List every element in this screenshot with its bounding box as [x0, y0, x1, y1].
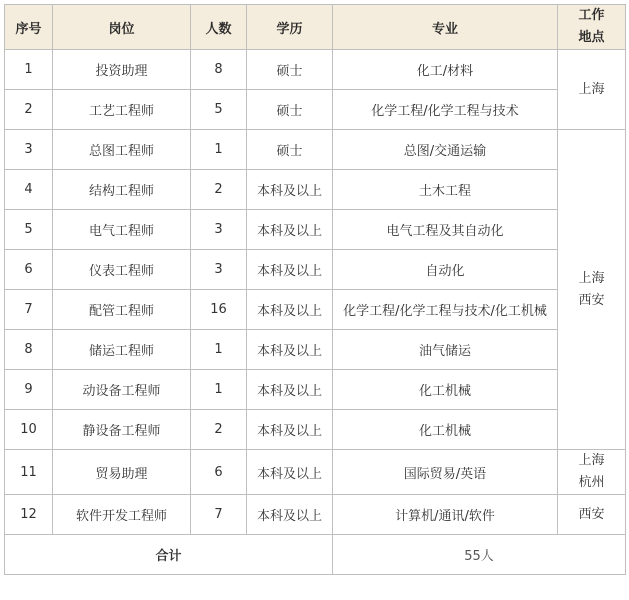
- cell-major: 总图/交通运输: [333, 130, 558, 170]
- total-value: 55人: [333, 535, 626, 575]
- header-location: [558, 5, 626, 50]
- cell-major: 化工/材料: [333, 50, 558, 90]
- cell-major: 计算机/通讯/软件: [333, 495, 558, 535]
- cell-major: 化工机械: [333, 410, 558, 450]
- cell-count: 7: [191, 495, 247, 535]
- cell-index: 6: [5, 250, 53, 290]
- cell-count: 8: [191, 50, 247, 90]
- location-text: 上海: [578, 81, 605, 97]
- table-row: [5, 50, 626, 90]
- table-row: [5, 370, 626, 410]
- table-row: [5, 130, 626, 170]
- header-location-line2: 地点: [578, 30, 605, 45]
- location-text: 上海: [578, 453, 605, 468]
- cell-education: 本科及以上: [247, 290, 333, 330]
- cell-count: 1: [191, 130, 247, 170]
- cell-location-group1: [558, 50, 626, 130]
- cell-position: 仪表工程师: [53, 250, 191, 290]
- total-label: 合计: [5, 535, 333, 575]
- cell-education: 硕士: [247, 50, 333, 90]
- total-row: [5, 535, 626, 575]
- cell-education: 本科及以上: [247, 495, 333, 535]
- cell-count: 16: [191, 290, 247, 330]
- table-row: [5, 330, 626, 370]
- cell-count: 6: [191, 450, 247, 495]
- cell-education: 硕士: [247, 90, 333, 130]
- location-text: 西安: [578, 292, 605, 308]
- location-text: 上海: [578, 270, 605, 286]
- cell-position: 工艺工程师: [53, 90, 191, 130]
- cell-index: 7: [5, 290, 53, 330]
- cell-education: 本科及以上: [247, 210, 333, 250]
- cell-count: 1: [191, 330, 247, 370]
- cell-location-group4: [558, 495, 626, 535]
- table-row: [5, 495, 626, 535]
- cell-count: 2: [191, 170, 247, 210]
- cell-major: 化学工程/化学工程与技术: [333, 90, 558, 130]
- cell-count: 3: [191, 210, 247, 250]
- cell-position: 总图工程师: [53, 130, 191, 170]
- cell-major: 化学工程/化学工程与技术/化工机械: [333, 290, 558, 330]
- table-row: [5, 450, 626, 495]
- header-count: 人数: [191, 5, 247, 50]
- cell-index: 1: [5, 50, 53, 90]
- cell-education: 本科及以上: [247, 370, 333, 410]
- cell-position: 静设备工程师: [53, 410, 191, 450]
- cell-index: 12: [5, 495, 53, 535]
- cell-education: 本科及以上: [247, 250, 333, 290]
- header-position: 岗位: [53, 5, 191, 50]
- cell-count: 3: [191, 250, 247, 290]
- cell-index: 11: [5, 450, 53, 495]
- recruitment-table: [4, 4, 626, 575]
- table-row: [5, 410, 626, 450]
- cell-position: 动设备工程师: [53, 370, 191, 410]
- cell-location-group2: [558, 130, 626, 450]
- cell-major: 自动化: [333, 250, 558, 290]
- header-major: 专业: [333, 5, 558, 50]
- cell-index: 10: [5, 410, 53, 450]
- location-text: 杭州: [578, 475, 605, 490]
- cell-education: 本科及以上: [247, 330, 333, 370]
- cell-position: 软件开发工程师: [53, 495, 191, 535]
- table-row: [5, 90, 626, 130]
- cell-education: 硕士: [247, 130, 333, 170]
- cell-major: 国际贸易/英语: [333, 450, 558, 495]
- cell-index: 2: [5, 90, 53, 130]
- location-text: 西安: [578, 506, 605, 522]
- cell-major: 化工机械: [333, 370, 558, 410]
- cell-index: 4: [5, 170, 53, 210]
- cell-major: 油气储运: [333, 330, 558, 370]
- cell-position: 电气工程师: [53, 210, 191, 250]
- table-row: [5, 290, 626, 330]
- table-row: [5, 170, 626, 210]
- header-education: 学历: [247, 5, 333, 50]
- table-row: [5, 250, 626, 290]
- header-index: 序号: [5, 5, 53, 50]
- table-row: [5, 210, 626, 250]
- cell-index: 5: [5, 210, 53, 250]
- cell-position: 结构工程师: [53, 170, 191, 210]
- cell-position: 投资助理: [53, 50, 191, 90]
- cell-count: 1: [191, 370, 247, 410]
- cell-location-group3: [558, 450, 626, 495]
- cell-index: 9: [5, 370, 53, 410]
- cell-education: 本科及以上: [247, 450, 333, 495]
- cell-position: 配管工程师: [53, 290, 191, 330]
- header-location-line1: 工作: [578, 8, 605, 23]
- cell-position: 贸易助理: [53, 450, 191, 495]
- header-row: [5, 5, 626, 50]
- cell-count: 5: [191, 90, 247, 130]
- cell-major: 土木工程: [333, 170, 558, 210]
- cell-position: 储运工程师: [53, 330, 191, 370]
- cell-education: 本科及以上: [247, 170, 333, 210]
- cell-major: 电气工程及其自动化: [333, 210, 558, 250]
- cell-education: 本科及以上: [247, 410, 333, 450]
- cell-index: 3: [5, 130, 53, 170]
- cell-count: 2: [191, 410, 247, 450]
- cell-index: 8: [5, 330, 53, 370]
